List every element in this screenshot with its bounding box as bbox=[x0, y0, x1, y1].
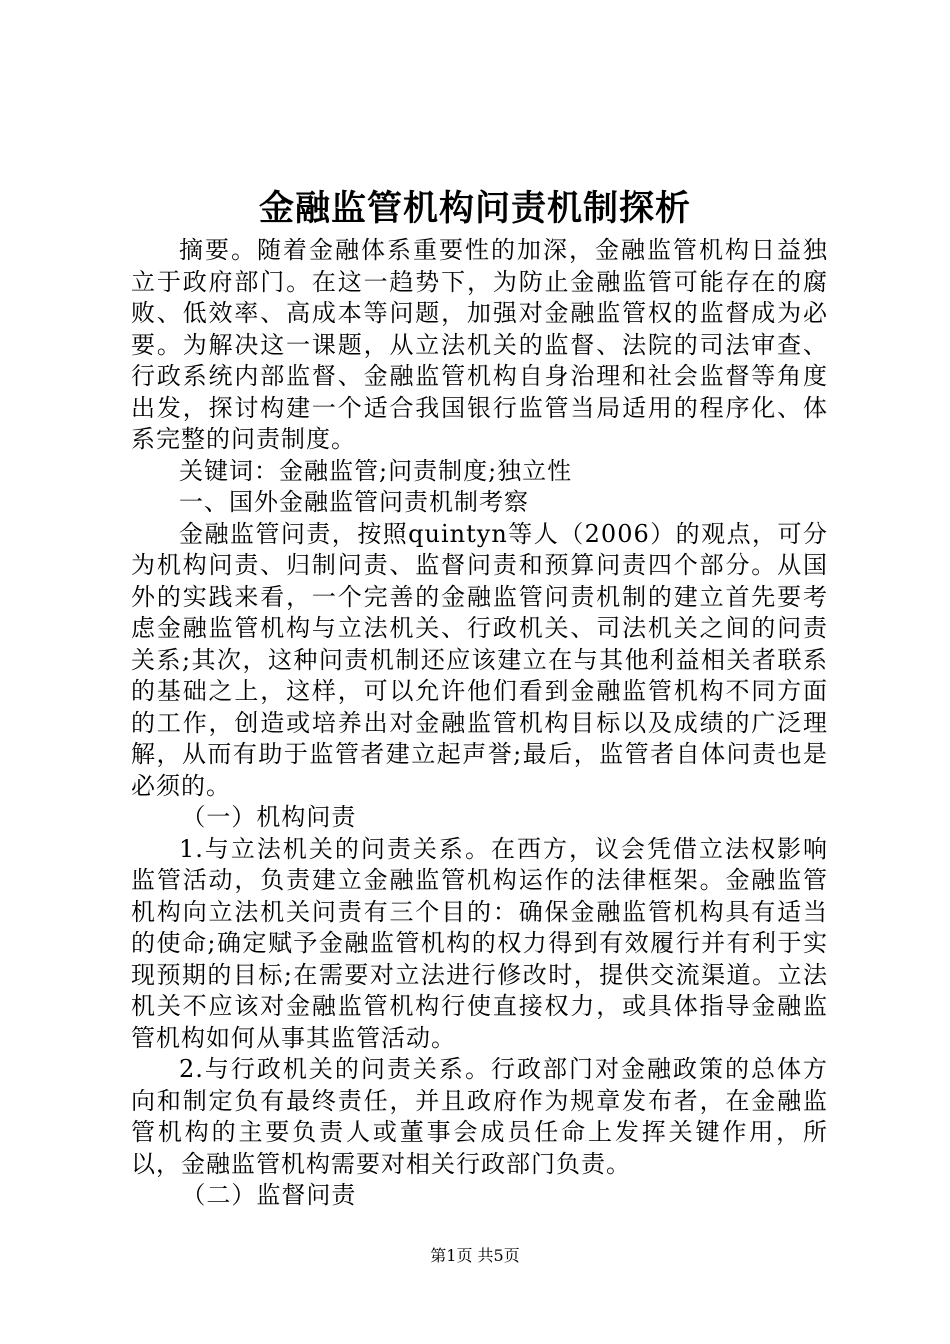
document-body bbox=[131, 235, 828, 1212]
body-paragraph-1: 金融监管问责，按照quintyn等人（2006）的观点，可分为机构问责、归制问责、监督问责和预算问责四个部分。从国外的实践来看，一个完善的金融监管问责机制的建立首先要考虑金融监管机构与立法机关、行政机关、司法机关之间的问责关系;其次，这种问责机制还应该建立在与其他利益相关者联系的基础之上，这样，可以允许他们看到金融监管机构不同方面的工作，创造或培养出对金融监管机构目标以及成绩的广泛理解，从而有助于监管者建立起声誉;最后，监管者自体问责也是必须的。 bbox=[131, 519, 828, 800]
section-heading-1: 一、国外金融监管问责机制考察 bbox=[179, 488, 529, 516]
document-title: 金融监管机构问责机制探析 bbox=[258, 188, 691, 229]
body-paragraph-2: 1.与立法机关的问责关系。在西方，议会凭借立法权影响监管活动，负责建立金融监管机构运作的法律框架。金融监管机构向立法机关问责有三个目的：确保金融监管机构具有适当的使命;确定赋予金融监管机构的权力得到有效履行并有利于实现预期的目标;在需要对立法进行修改时，提供交流渠道。立法机关不应该对金融监管机构行使直接权力，或具体指导金融监管机构如何从事其监管活动。 bbox=[131, 834, 828, 1052]
body-paragraph-3: 2.与行政机关的问责关系。行政部门对金融政策的总体方向和制定负有最终责任，并且政府作为规章发布者，在金融监管机构的主要负责人或董事会成员任命上发挥关键作用，所以，金融监管机构需要对相关行政部门负责。 bbox=[131, 1055, 828, 1178]
abstract-paragraph: 摘要。随着金融体系重要性的加深，金融监管机构日益独立于政府部门。在这一趋势下，为防止金融监管可能存在的腐败、低效率、高成本等问题，加强对金融监管权的监督成为必要。为解决这一课题，从立法机关的监督、法院的司法审查、行政系统内部监督、金融监管机构自身治理和社会监督等角度出发，探讨构建一个适合我国银行监管当局适用的程序化、体系完整的问责制度。 bbox=[131, 236, 828, 453]
subsection-heading-2: （二）监督问责 bbox=[181, 1181, 357, 1209]
keywords-paragraph: 关键词：金融监管;问责制度;独立性 bbox=[179, 456, 573, 485]
page-footer: 第1页 共5页 bbox=[430, 1246, 520, 1265]
subsection-heading-1: （一）机构问责 bbox=[181, 803, 357, 831]
